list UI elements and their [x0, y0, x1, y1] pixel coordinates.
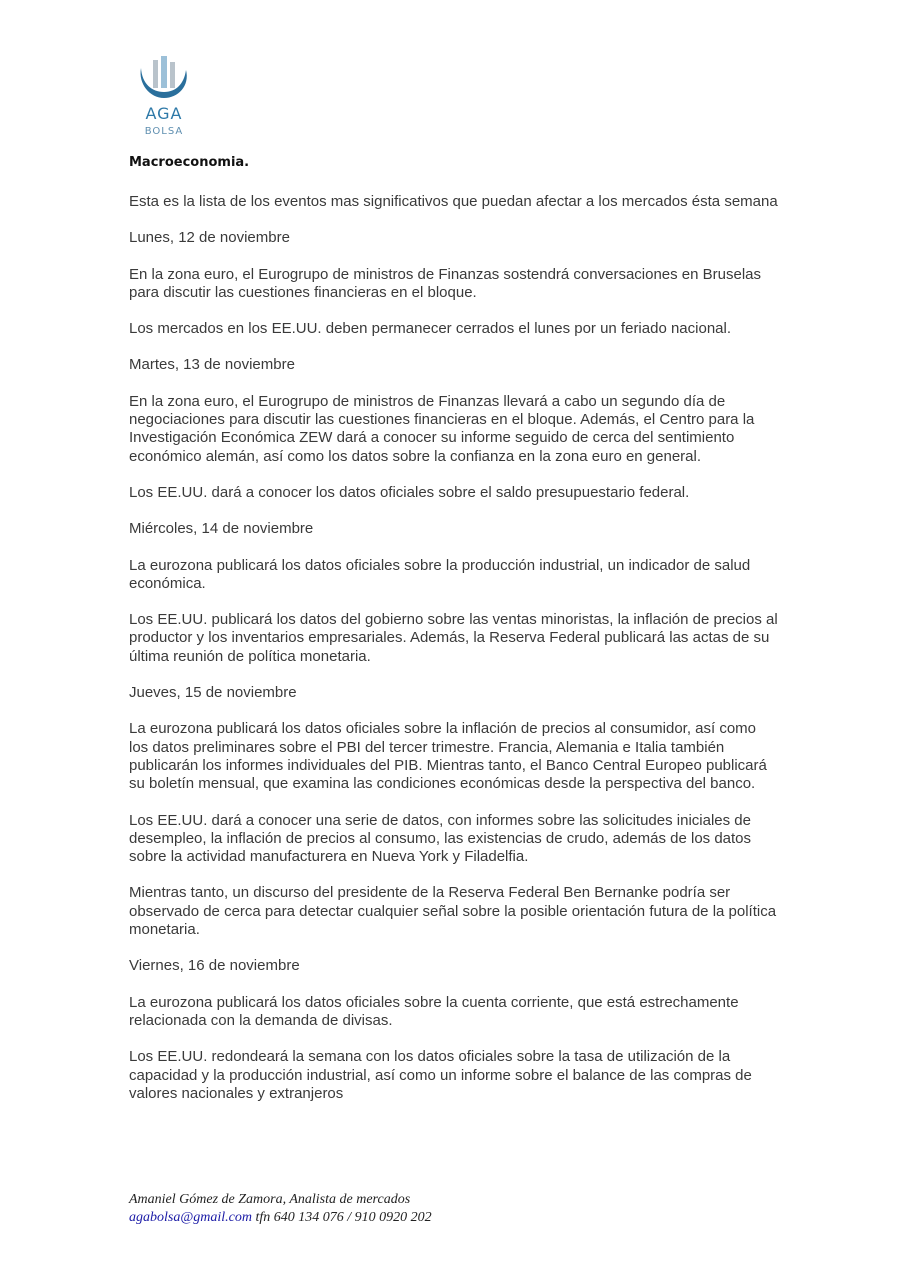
footer-phone: tfn 640 134 076 / 910 0920 202	[255, 1209, 432, 1225]
day-heading-tuesday: Martes, 13 de noviembre	[129, 356, 295, 374]
paragraph: Los EE.UU. redondeará la semana con los datos oficiales sobre la tasa de utilización de la capacidad y la producción industrial, así como un informe sobre el balance de las compras de valores nacionales y extranjeros	[129, 1048, 752, 1102]
document-body	[129, 154, 779, 1121]
footer-email-link[interactable]: agabolsa@gmail.com	[129, 1209, 252, 1225]
logo-bar-3	[170, 62, 175, 88]
paragraph-intro: Esta es la lista de los eventos mas significativos que puedan afectar a los mercados ésta semana	[129, 193, 778, 210]
logo-emblem-icon	[136, 54, 192, 104]
paragraph: La eurozona publicará los datos oficiales sobre la cuenta corriente, que está estrechamente relacionada con la demanda de divisas.	[129, 993, 739, 1029]
day-heading-friday: Viernes, 16 de noviembre	[129, 957, 300, 975]
paragraph: La eurozona publicará los datos oficiales sobre la inflación de precios al consumidor, así como los datos preliminares sobre el PBI del tercer trimestre. Francia, Alemania e Italia también publicarán los informes individuales del PIB. Mientras tanto, el Banco Central Europeo publicará su boletín mensual, que examina las condiciones económicas desde la perspectiva del banco.	[129, 720, 767, 793]
paragraph: Los EE.UU. dará a conocer los datos oficiales sobre el saldo presupuestario federal.	[129, 483, 690, 501]
logo-subtitle: BOLSA	[144, 126, 184, 137]
paragraph: La eurozona publicará los datos oficiales sobre la producción industrial, un indicador de salud económica.	[129, 556, 751, 592]
day-heading-thursday: Jueves, 15 de noviembre	[129, 684, 297, 702]
footer-contact	[129, 1209, 432, 1227]
paragraph: Los EE.UU. dará a conocer una serie de datos, con informes sobre las solicitudes iniciales de desempleo, la inflación de precios al consumo, las existencias de crudo, además de los datos sobre la actividad manufacturera en Nueva York y Filadelfia.	[129, 811, 752, 866]
paragraph: Los mercados en los EE.UU. deben permanecer cerrados el lunes por un feriado nacional.	[129, 320, 732, 338]
paragraph: En la zona euro, el Eurogrupo de ministros de Finanzas llevará a cabo un segundo día de negociaciones para discutir las cuestiones financieras en el bloque. Además, el Centro para la Investigación Económica ZEW dará a conocer su informe seguido de cerca del sentimiento económico alemán, así como los datos sobre la confianza en la zona euro en general.	[129, 392, 755, 465]
document-heading: Macroeconomia.	[129, 155, 250, 170]
document-footer	[129, 1191, 432, 1226]
logo-bar-2	[161, 56, 167, 88]
logo-bar-1	[153, 60, 158, 88]
day-heading-monday: Lunes, 12 de noviembre	[129, 229, 290, 247]
paragraph: Mientras tanto, un discurso del presidente de la Reserva Federal Ben Bernanke podría ser observado de cerca para detectar cualquier señal sobre la posible orientación futura de la política monetaria.	[129, 884, 777, 939]
day-heading-wednesday: Miércoles, 14 de noviembre	[129, 520, 314, 538]
paragraph: Los EE.UU. publicará los datos del gobierno sobre las ventas minoristas, la inflación de precios al productor y los inventarios empresariales. Además, la Reserva Federal publicará las actas de su última reunión de política monetaria.	[129, 611, 778, 665]
paragraph: En la zona euro, el Eurogrupo de ministros de Finanzas sostendrá conversaciones en Bruselas para discutir las cuestiones financieras en el bloque.	[129, 265, 762, 301]
logo-name: AGA	[145, 104, 183, 123]
footer-author: Amaniel Gómez de Zamora, Analista de mercados	[129, 1192, 411, 1207]
company-logo	[136, 54, 192, 144]
